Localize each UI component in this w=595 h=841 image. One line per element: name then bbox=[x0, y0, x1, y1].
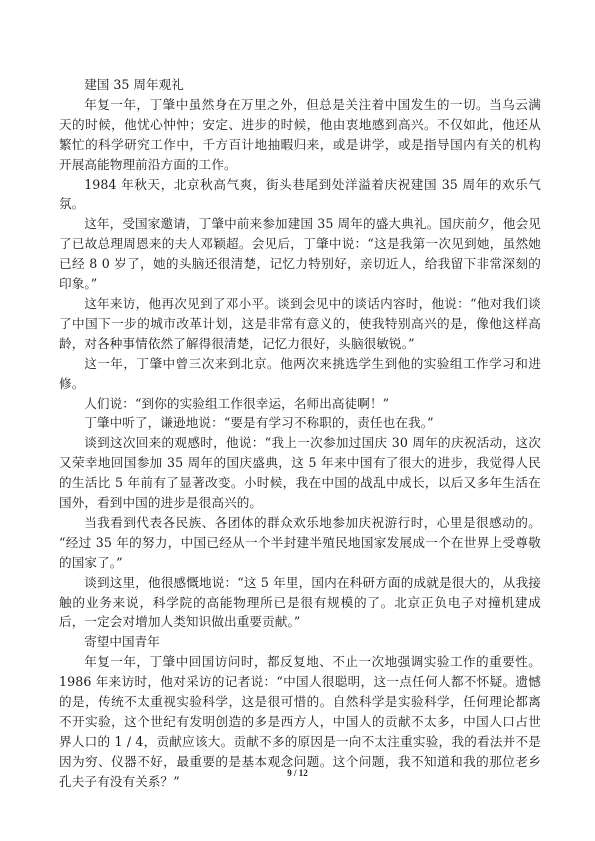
page-number: 9 / 12 bbox=[287, 768, 308, 778]
paragraph: 年复一年，丁肇中虽然身在万里之外，但总是关注着中国发生的一切。当乌云满天的时候，他忧心忡忡；安定、进步的时候，他由衷地感到高兴。不仅如此，他还从繁忙的科学研究工作中，千方百计地抽暇归来，或是讲学，或是指导国内有关的机构开展高能物理前沿方面的工作。 bbox=[59, 96, 541, 172]
paragraph: 人们说：“到你的实验组工作很幸运，名师出高徒啊！” bbox=[84, 395, 390, 411]
document-body bbox=[59, 75, 541, 792]
paragraph: 谈到这次回来的观感时，他说：“我上一次参加过国庆 30 周年的庆祝活动，这次又荣幸地回国参加 35 周年的国庆盛典，这 5 年来中国有了很大的进步，我觉得人民的生活比 5 年前有了显著改变。小时候，我在中国的战乱中成长，以后又多年生活在国外，看到中国的进步是很高兴的。 bbox=[59, 435, 541, 511]
paragraph: 这年，受国家邀请，丁肇中前来参加建国 35 周年的盛大典礼。国庆前夕，他会见了已故总理周恩来的夫人邓颖超。会见后，丁肇中说：“这是我第一次见到她，虽然她已经 8 0 岁了，她的头脑还很清楚，记忆力特别好，亲切近人，给我留下非常深刻的印象。” bbox=[59, 216, 541, 292]
paragraph: 这年来访，他再次见到了邓小平。谈到会见中的谈话内容时，他说：“他对我们谈了中国下一步的城市改革计划，这是非常有意义的，使我特别高兴的是，像他这样高龄，对各种事情依然了解得很清楚，记忆力很好，头脑很敏锐。” bbox=[59, 295, 541, 351]
section-heading-youth: 寄望中国青年 bbox=[84, 634, 160, 650]
paragraph: 丁肇中听了，谦逊地说：“要是有学习不称职的，责任也在我。” bbox=[84, 415, 434, 431]
paragraph: 1984 年秋天，北京秋高气爽，街头巷尾到处洋溢着庆祝建国 35 周年的欢乐气氛。 bbox=[59, 176, 541, 212]
paragraph: 谈到这里，他很感慨地说：“这 5 年里，国内在科研方面的成就是很大的，从我接触的业务来说，科学院的高能物理所已是很有规模的了。北京正负电子对撞机建成后，一定会对增加人类知识做出重要贡献。” bbox=[59, 574, 541, 630]
paragraph: 这一年，丁肇中曾三次来到北京。他两次来挑选学生到他的实验组工作学习和进修。 bbox=[59, 355, 541, 391]
paragraph: 当我看到代表各民族、各团体的群众欢乐地参加庆祝游行时，心里是很感动的。 “经过 35 年的努力，中国已经从一个半封建半殖民地国家发展成一个在世界上受尊敬的国家了。” bbox=[59, 514, 541, 570]
paragraph: 年复一年，丁肇中回国访问时，都反复地、不止一次地强调实验工作的重要性。1986 年来访时，他对采访的记者说：“中国人很聪明，这一点任何人都不怀疑。遗憾的是，传统不太重视实验科学，这是很可惜的。自然科学是实验科学，任何理论都离不开实验，这个世纪有发明创造的多是西方人，中国人的贡献不太多，中国人口占世界人口的 1 / 4，贡献应该大。贡献不多的原因是一向不太注重实验，我的看法并不是因为穷、仪器不好，最重要的是基本观念问题。这个问题，我不知道和我的那位老乡孔夫子有没有关系？” bbox=[59, 654, 541, 789]
section-heading-anniversary: 建国 35 周年观礼 bbox=[84, 77, 184, 92]
